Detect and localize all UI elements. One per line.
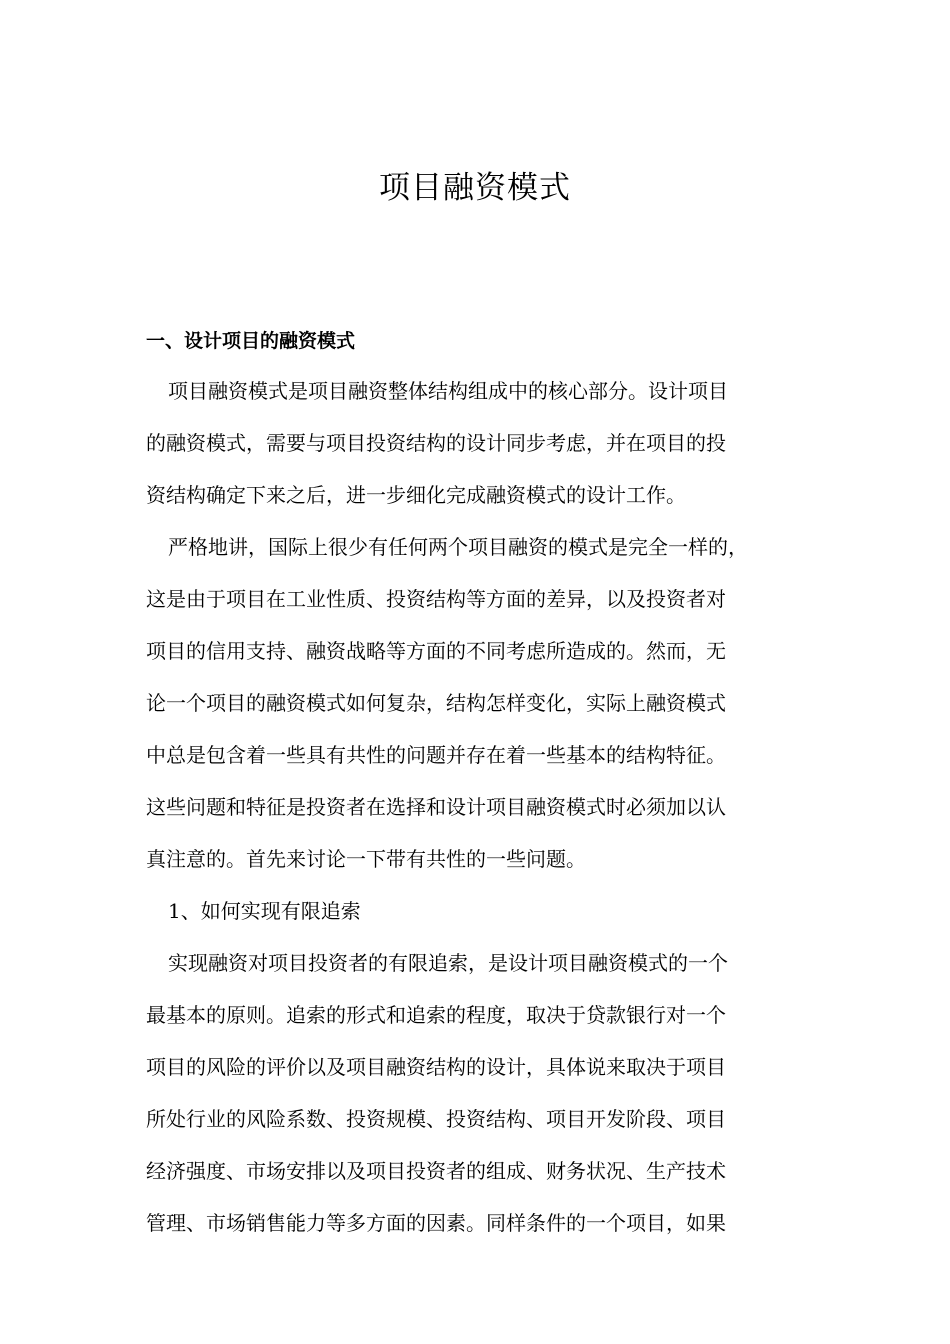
paragraph-line: 的融资模式，需要与项目投资结构的设计同步考虑，并在项目的投 — [146, 431, 726, 455]
subsection-heading: 1、如何实现有限追索 — [168, 899, 361, 923]
document-title: 项目融资模式 — [379, 170, 571, 206]
document-body — [146, 365, 810, 1249]
paragraph-line: 最基本的原则。追索的形式和追索的程度，取决于贷款银行对一个 — [146, 1003, 726, 1027]
paragraph-line: 论一个项目的融资模式如何复杂，结构怎样变化，实际上融资模式 — [146, 691, 726, 715]
paragraph-line: 实现融资对项目投资者的有限追索，是设计项目融资模式的一个 — [168, 951, 728, 975]
paragraph-line: 这是由于项目在工业性质、投资结构等方面的差异，以及投资者对 — [146, 587, 726, 611]
paragraph-line: 管理、市场销售能力等多方面的因素。同样条件的一个项目，如果 — [146, 1211, 726, 1235]
paragraph-line: 项目的信用支持、融资战略等方面的不同考虑所造成的。然而，无 — [146, 639, 726, 663]
paragraph-line: 经济强度、市场安排以及项目投资者的组成、财务状况、生产技术 — [146, 1159, 726, 1183]
paragraph-line: 这些问题和特征是投资者在选择和设计项目融资模式时必须加以认 — [146, 795, 726, 819]
paragraph-line: 资结构确定下来之后，进一步细化完成融资模式的设计工作。 — [146, 483, 686, 507]
section-heading: 一、设计项目的融资模式 — [146, 330, 356, 352]
paragraph-line: 所处行业的风险系数、投资规模、投资结构、项目开发阶段、项目 — [146, 1107, 726, 1131]
paragraph-line: 中总是包含着一些具有共性的问题并存在着一些基本的结构特征。 — [146, 743, 726, 767]
paragraph-line: 项目的风险的评价以及项目融资结构的设计，具体说来取决于项目 — [146, 1055, 726, 1079]
paragraph-line: 严格地讲，国际上很少有任何两个项目融资的模式是完全一样的， — [168, 535, 748, 559]
paragraph-line: 真注意的。首先来讨论一下带有共性的一些问题。 — [146, 847, 586, 871]
paragraph-line: 项目融资模式是项目融资整体结构组成中的核心部分。设计项目 — [168, 379, 728, 403]
